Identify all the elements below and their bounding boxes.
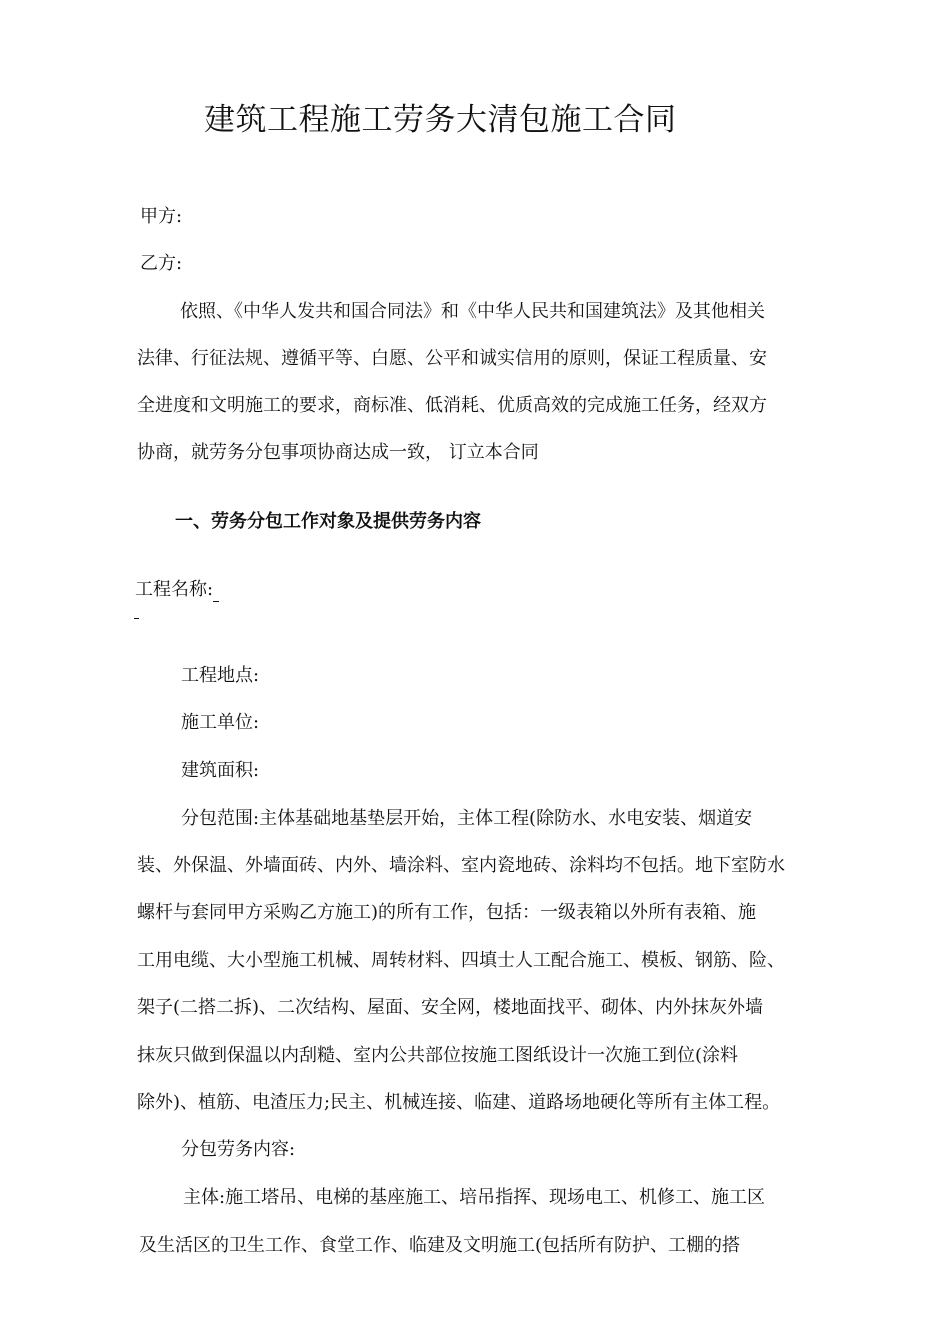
building-area-label: 建筑面积:: [181, 760, 260, 781]
scope-line-6: 抹灰只做到保温以内刮糙、室内公共部位按施工图纸设计一次施工到位(涂料: [137, 1045, 739, 1066]
document-title: 建筑工程施工劳务大清包施工合同: [204, 102, 677, 138]
intro-line-4: 协商，就劳务分包事项协商达成一致， 订立本合同: [137, 442, 539, 463]
project-name-label: 工程名称:: [135, 579, 214, 600]
section-1-heading: 一、劳务分包工作对象及提供劳务内容: [175, 511, 481, 532]
scope-line-2: 装、外保温、外墙面砖、内外、墙涂料、室内瓷地砖、涂料均不包括。地下室防水: [137, 855, 785, 876]
intro-line-2: 法律、行征法规、遵循平等、白愿、公平和诚实信用的原则，保证工程质量、安: [137, 348, 767, 369]
scope-line-5: 架子(二搭二拆)、二次结构、屋面、安全网，楼地面找平、砌体、内外抹灰外墙: [137, 997, 764, 1018]
main-body-line-1: 主体:施工塔吊、电梯的基座施工、培吊指挥、现场电工、机修工、施工区: [183, 1187, 766, 1208]
party-a-label: 甲方:: [140, 206, 183, 227]
labor-content-label: 分包劳务内容:: [181, 1139, 296, 1160]
scope-line-3: 螺杆与套同甲方采购乙方施工)的所有工作，包括：一级表箱以外所有表箱、施: [137, 902, 757, 923]
party-b-label: 乙方:: [140, 253, 183, 274]
project-name-field: [135, 578, 219, 602]
intro-line-1: 依照、《中华人发共和国合同法》和《中华人民共和国建筑法》及其他相关: [180, 301, 765, 322]
intro-line-3: 全进度和文明施工的要求，商标准、低消耗、优质高效的完成施工任务，经双方: [137, 395, 767, 416]
scope-line-7: 除外)、植筋、电渣压力;民主、机械连接、临建、道路场地硬化等所有主体工程。: [137, 1092, 781, 1113]
project-location-label: 工程地点:: [181, 665, 260, 686]
construction-unit-label: 施工单位:: [181, 712, 260, 733]
stray-dash: [134, 618, 139, 619]
main-body-line-2: 及生活区的卫生工作、食堂工作、临建及文明施工(包括所有防护、工棚的搭: [139, 1235, 741, 1256]
scope-line-1: 分包范围:主体基础地基垫层开始，主体工程(除防水、水电安装、烟道安: [181, 808, 753, 829]
project-name-blank: [213, 583, 219, 602]
scope-line-4: 工用电缆、大小型施工机械、周转材料、四填士人工配合施工、模板、钢筋、险、: [137, 950, 785, 971]
